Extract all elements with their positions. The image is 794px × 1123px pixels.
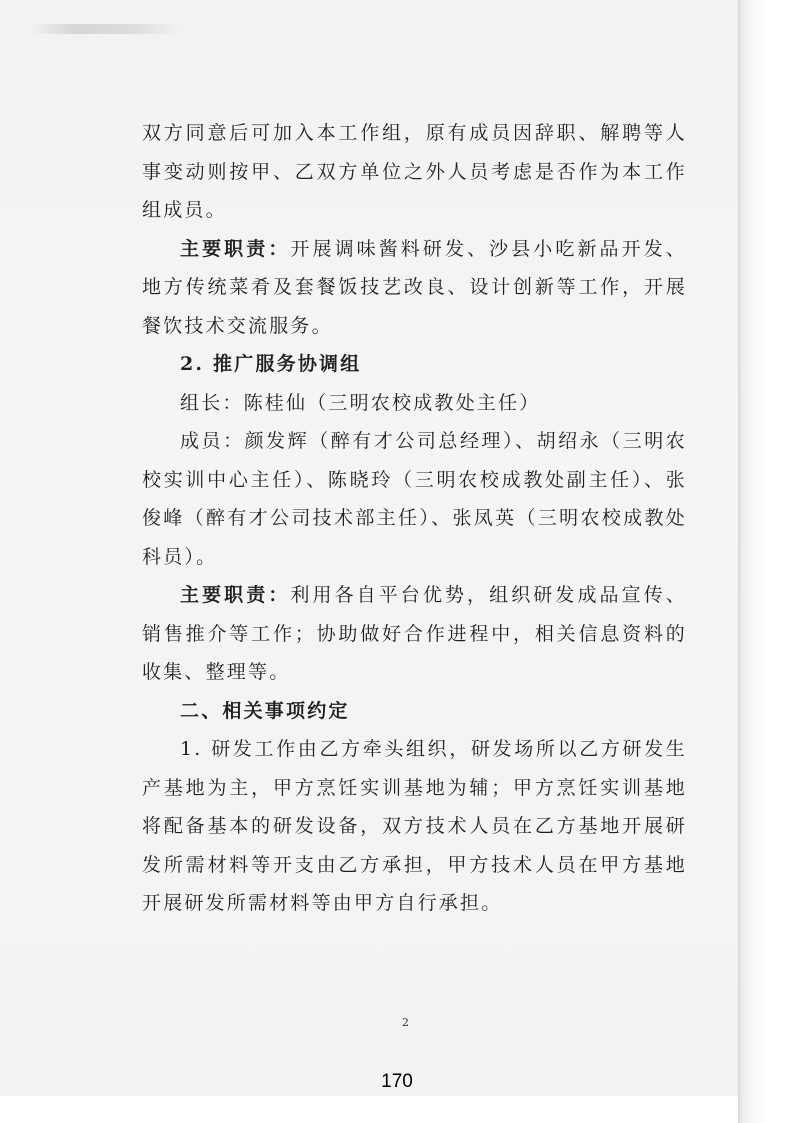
document-body <box>142 114 687 923</box>
scan-smudge <box>30 24 180 34</box>
paragraph-agreement-1 <box>142 730 687 923</box>
section-heading-promotion-group: 2. 推广服务协调组 <box>180 353 362 375</box>
paragraph-text: 双方同意后可加入本工作组，原有成员因辞职、解聘等人事变动则按甲、乙双方单位之外人员考虑是否作为本工作组成员。 <box>142 122 687 221</box>
paragraph-text: 利用各自平台优势，组织研发成品宣传、销售推介等工作；协助做好合作进程中，相关信息资料的收集、整理等。 <box>142 584 687 683</box>
section-heading-agreements: 二、相关事项约定 <box>180 699 350 722</box>
page-number: 170 <box>381 1071 413 1092</box>
paragraph-text: 组长：陈桂仙（三明农校成教处主任） <box>180 391 541 414</box>
scan-page-number: 2 <box>402 1016 409 1029</box>
paragraph-text: 1. 研发工作由乙方牵头组织，研发场所以乙方研发生产基地为主，甲方烹饪实训基地为辅；甲方烹饪实训基地将配备基本的研发设备，双方技术人员在乙方基地开展研发所需材料等开支由乙方承担，甲方技术人员在甲方基地开展研发所需材料等由甲方自行承担。 <box>142 738 687 914</box>
page-bottom-margin <box>0 1096 738 1123</box>
paragraph-text: 成员：颜发辉（醉有才公司总经理）、胡绍永（三明农校实训中心主任）、陈晓玲（三明农校成教处副主任）、张俊峰（醉有才公司技术部主任）、张凤英（三明农校成教处科员）。 <box>142 430 687 568</box>
paragraph-duties-1 <box>142 230 687 346</box>
paragraph-group-members <box>142 422 687 576</box>
paragraph-group-leader <box>142 384 687 423</box>
paragraph-text: 开展调味酱料研发、沙县小吃新品开发、地方传统菜肴及套餐饭技艺改良、设计创新等工作，开展餐饮技术交流服务。 <box>142 237 687 337</box>
paragraph-duties-2 <box>142 576 687 692</box>
paragraph-continuation <box>142 114 687 230</box>
duties-label: 主要职责： <box>180 584 291 606</box>
page-edge-shadow <box>738 0 794 1123</box>
duties-label: 主要职责： <box>180 237 291 260</box>
